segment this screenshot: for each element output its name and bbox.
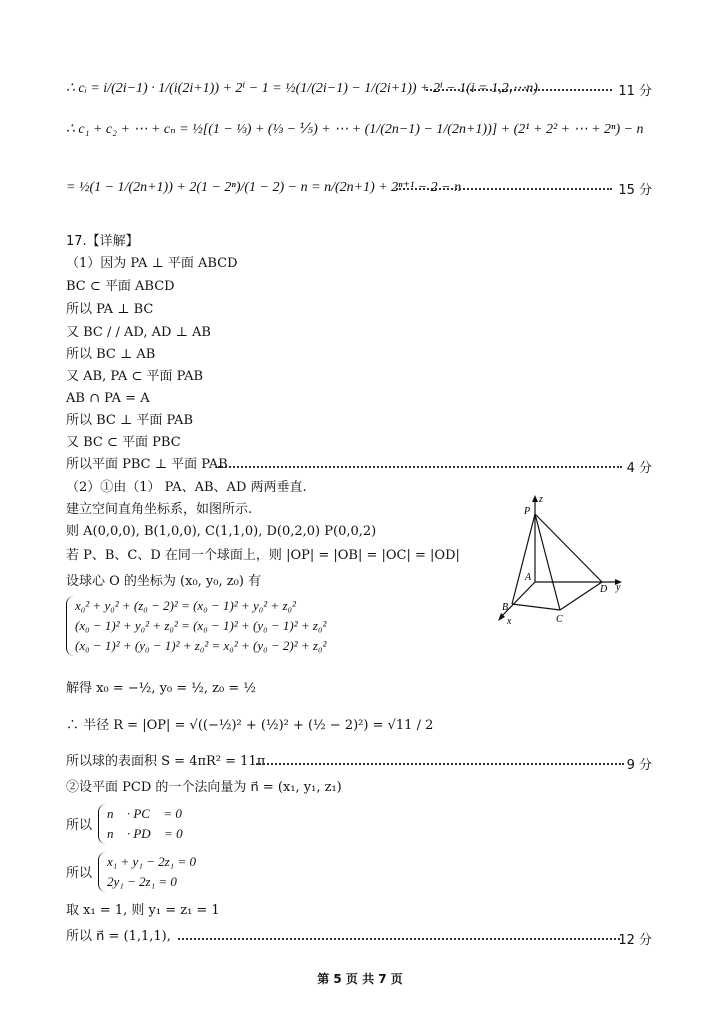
part2-line: （2）①由（1） PA、AB、AD 两两垂直. — [66, 480, 307, 495]
system-row: 2y₁ − 2z₁ = 0 — [107, 874, 177, 889]
score-15: 15 分 — [618, 183, 652, 198]
equation-ci: ∴ cᵢ = i/(2i−1) · 1/(i(2i+1)) + 2ⁱ − 1 = ½(1/(2i−1) − 1/(2i+1)) + 2ⁱ − 1(i = 1,2,⋯n) — [66, 81, 538, 96]
equation-system-linear — [98, 852, 196, 892]
part2-line: 若 P、B、C、D 在同一个球面上，则 |OP| = |OB| = |OC| = |OD| — [66, 548, 460, 563]
system-row: x₁ + y₁ − 2z₁ = 0 — [107, 854, 196, 869]
equation-system-sphere — [66, 596, 326, 656]
z-axis-arrow — [532, 495, 538, 502]
score-11: 11 分 — [618, 84, 652, 99]
system-row: n⃗ · PD⃗ = 0 — [107, 826, 183, 841]
proof-line: 所以 BC ⊥ AB — [66, 347, 156, 362]
equation-sum: ∴ c₁ + c₂ + ⋯ + cₙ = ½[(1 − ⅓) + (⅓ − ⅕) + ⋯ + (1/(2n−1) − 1/(2n+1))] + (2¹ + 2² + ⋯ + 2ⁿ) − n — [66, 122, 644, 137]
proof-line: 所以 BC ⊥ 平面 PAB — [66, 413, 193, 428]
proof-line: 又 AB, PA ⊂ 平面 PAB — [66, 369, 204, 384]
proof-line: 又 BC ⊂ 平面 PBC — [66, 435, 181, 450]
pyramid-figure — [490, 492, 650, 632]
system-row: (x₀ − 1)² + y₀² + z₀² = (x₀ − 1)² + (y₀ − 1)² + z₀² — [75, 618, 327, 633]
label-C: C — [556, 614, 563, 625]
take-value-line: 取 x₁ = 1, 则 y₁ = z₁ = 1 — [66, 903, 220, 918]
part2-line: 设球心 O 的坐标为 (x₀, y₀, z₀) 有 — [66, 574, 262, 589]
score-9: 9 分 — [626, 758, 652, 773]
score-leader — [426, 88, 612, 91]
edge-PC — [535, 514, 560, 610]
label-B: B — [502, 602, 509, 613]
edge-BC — [512, 604, 560, 610]
score-leader — [218, 465, 622, 468]
solution-line: 解得 x₀ = −½, y₀ = ½, z₀ = ½ — [66, 681, 256, 696]
label-y: y — [616, 582, 621, 593]
system-row: n⃗ · PC⃗ = 0 — [107, 806, 182, 821]
question-17-header: 17.【详解】 — [66, 234, 139, 249]
edge-CD — [560, 582, 602, 610]
proof-conclusion: 所以平面 PBC ⊥ 平面 PAB — [66, 457, 228, 472]
system-row: (x₀ − 1)² + (y₀ − 1)² + z₀² = x₀² + (y₀ − 2)² + z₀² — [75, 638, 327, 653]
proof-line: BC ⊂ 平面 ABCD — [66, 279, 175, 294]
system-row: x₀² + y₀² + (z₀ − 2)² = (x₀ − 1)² + y₀² + z₀² — [75, 598, 296, 613]
edge-PB — [512, 514, 535, 604]
edge-PD — [535, 514, 602, 582]
system-label: 所以 — [66, 818, 93, 833]
part2-line: 则 A(0,0,0), B(1,0,0), C(1,1,0), D(0,2,0) P(0,0,2) — [66, 524, 377, 539]
proof-line: （1）因为 PA ⊥ 平面 ABCD — [66, 256, 238, 271]
equation-system-normal — [98, 804, 183, 844]
label-D: D — [600, 584, 608, 595]
part2-line: 建立空间直角坐标系，如图所示. — [66, 502, 253, 517]
normal-vector-result: 所以 n⃗ = (1,1,1), — [66, 929, 171, 944]
score-leader — [256, 762, 624, 765]
normal-vector-intro: ②设平面 PCD 的一个法向量为 n⃗ = (x₁, y₁, z₁) — [66, 780, 342, 795]
proof-line: AB ∩ PA = A — [66, 391, 150, 406]
proof-line: 又 BC / / AD, AD ⊥ AB — [66, 325, 211, 340]
label-A: A — [525, 572, 532, 583]
score-leader — [178, 937, 620, 940]
label-z: z — [539, 494, 543, 505]
proof-line: 所以 PA ⊥ BC — [66, 302, 154, 317]
score-12: 12 分 — [618, 933, 652, 948]
radius-line: ∴ 半径 R = |OP| = √((−½)² + (½)² + (½ − 2)²) = √11 / 2 — [66, 718, 434, 733]
label-P: P — [524, 506, 531, 517]
surface-area-line: 所以球的表面积 S = 4πR² = 11π — [66, 754, 266, 769]
label-x: x — [507, 616, 512, 627]
equation-sum-result: = ½(1 − 1/(2n+1)) + 2(1 − 2ⁿ)/(1 − 2) − n = n/(2n+1) + 2ⁿ⁺¹ − 2 − n — [66, 180, 462, 195]
score-leader — [396, 187, 612, 190]
system-label: 所以 — [66, 866, 93, 881]
score-4: 4 分 — [626, 461, 652, 476]
page-number-footer: 第 5 页 共 7 页 — [317, 972, 403, 986]
